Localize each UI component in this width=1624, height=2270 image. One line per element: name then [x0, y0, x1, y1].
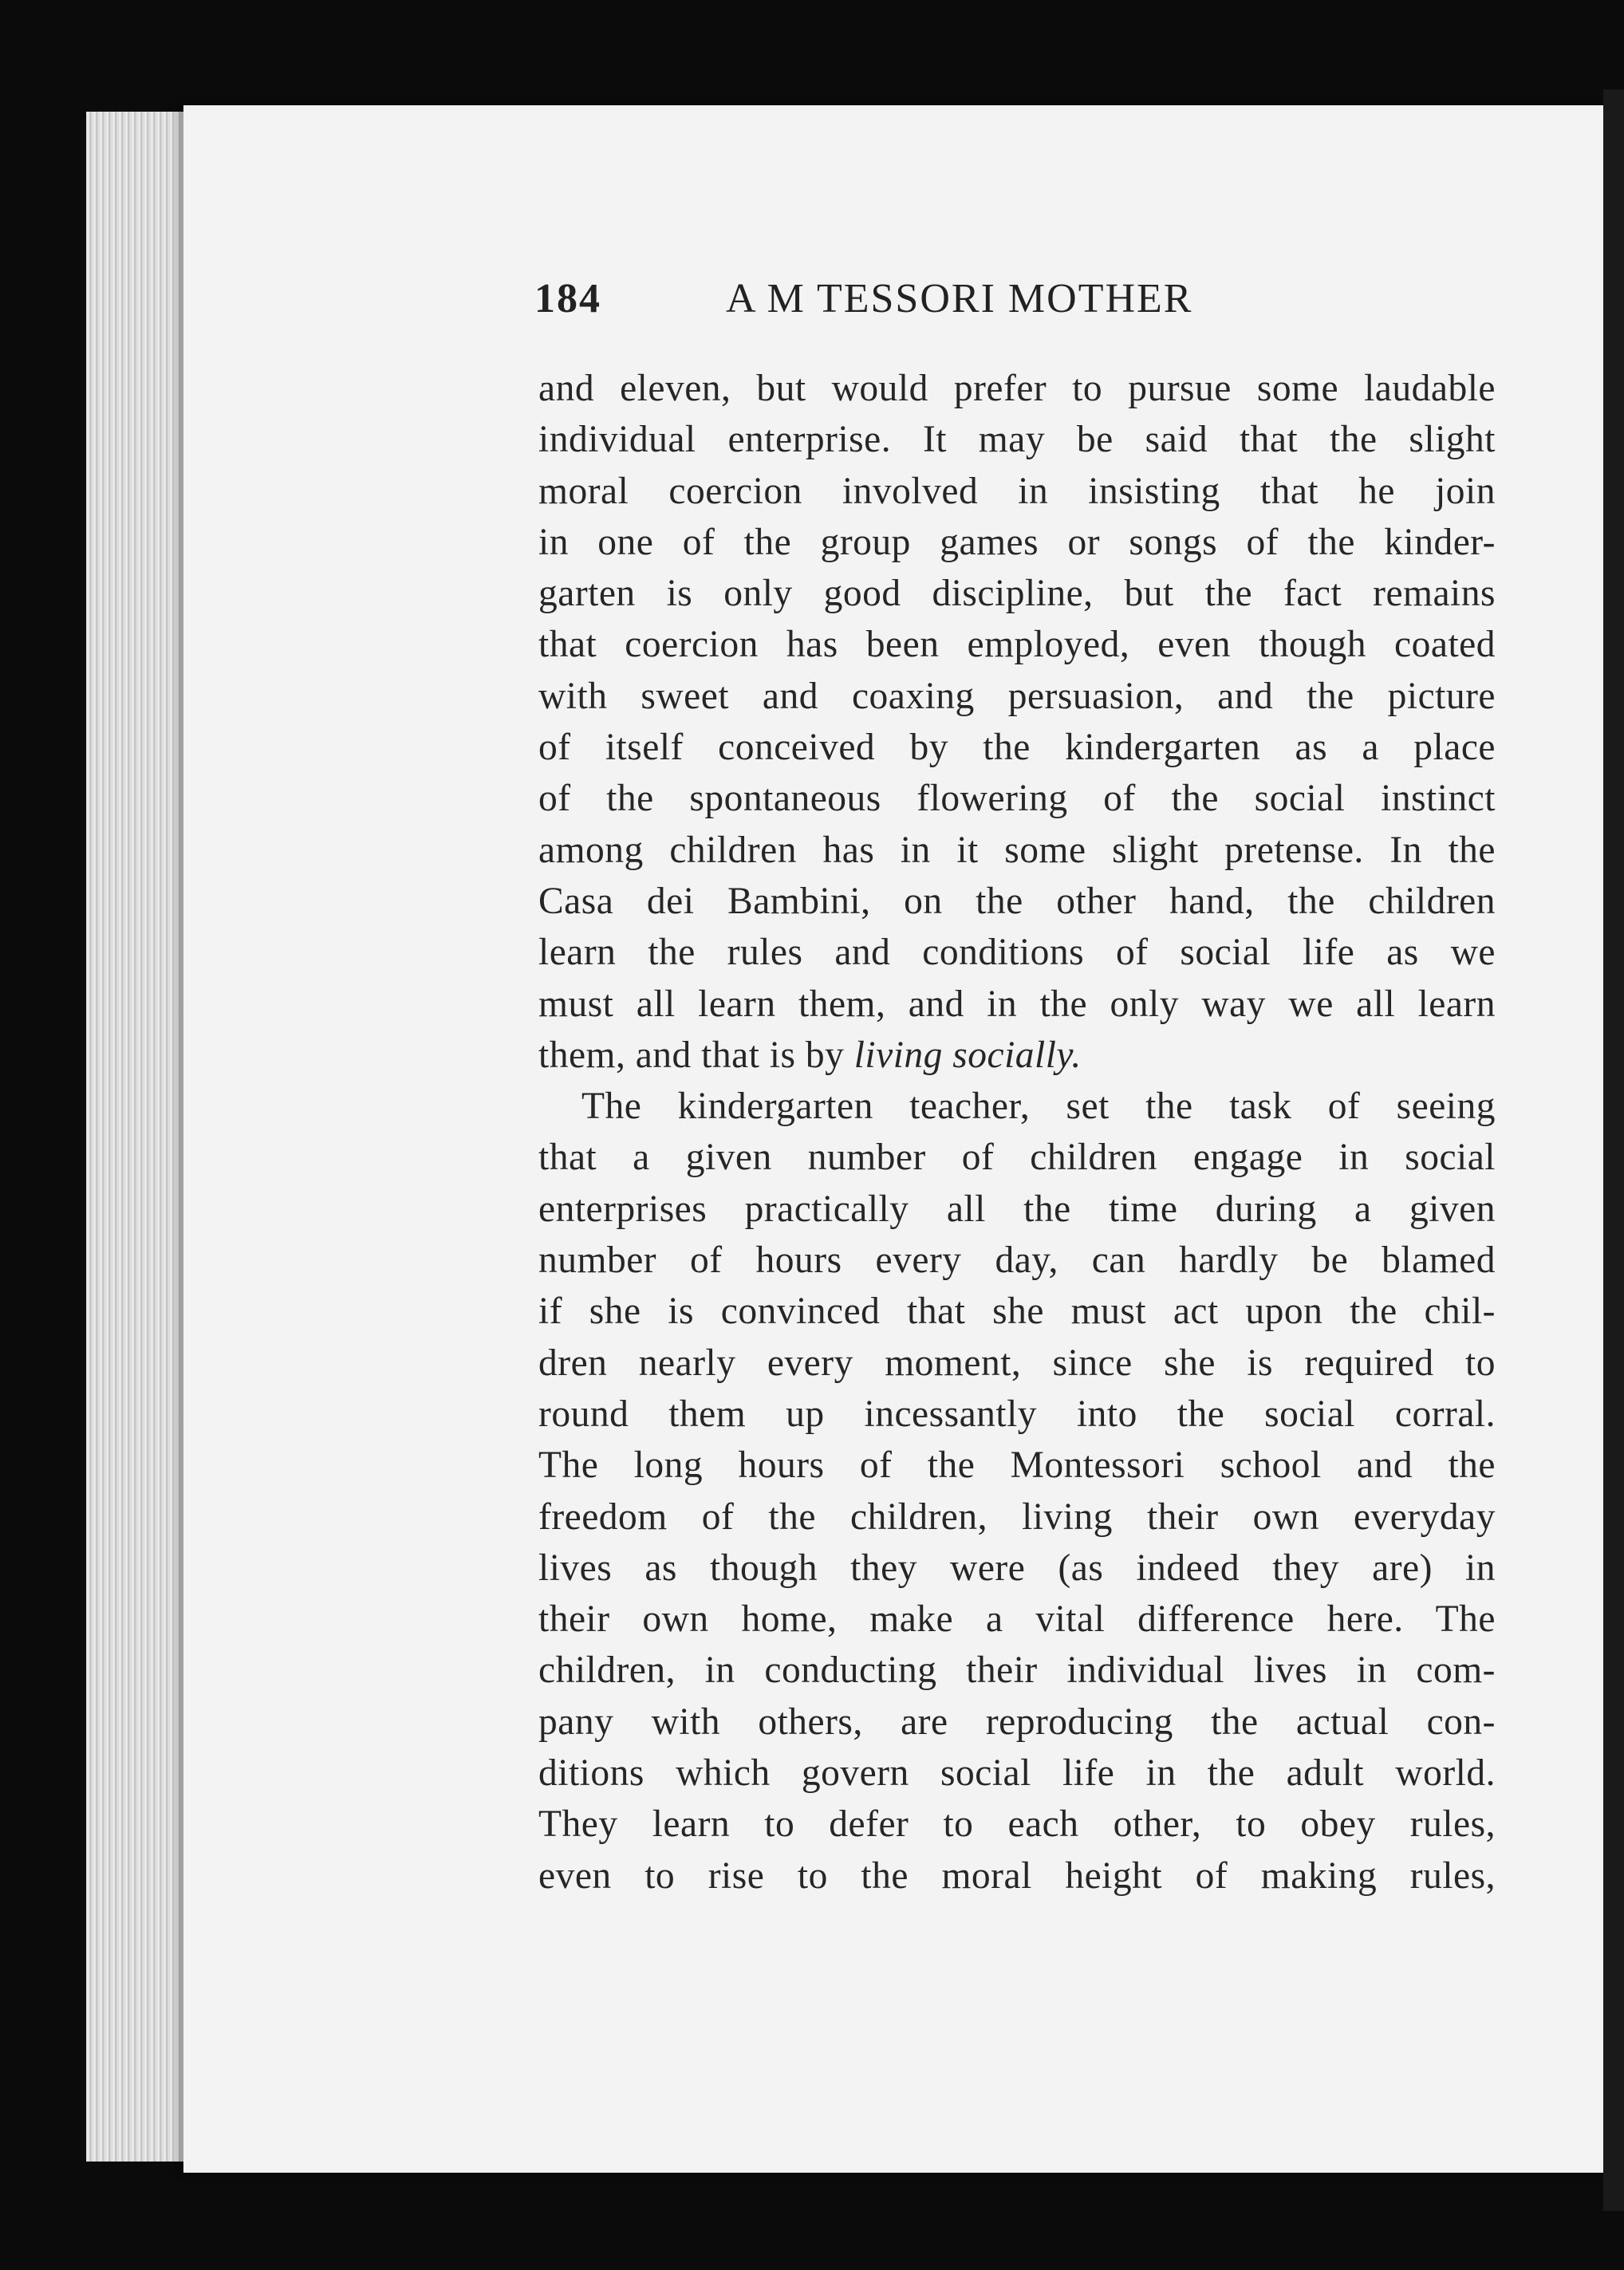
text-line: that coercion has been employed, even though coated — [538, 624, 1496, 666]
text-line: dren nearly every moment, since she is required to — [538, 1342, 1496, 1384]
page-number: 184 — [534, 276, 601, 321]
text-line: individual enterprise. It may be said that the slight — [538, 419, 1496, 461]
text-line: in one of the group games or songs of the kinder- — [538, 521, 1496, 563]
body-text — [538, 363, 1496, 1902]
text-italic: living socially. — [853, 1034, 1082, 1076]
text-line: number of hours every day, can hardly be blamed — [538, 1239, 1496, 1282]
text-line: and eleven, but would prefer to pursue some laudable — [538, 368, 1496, 409]
page-header — [534, 275, 1332, 339]
text-line: pany with others, are reproducing the actual con- — [538, 1701, 1496, 1743]
text-line: children, in conducting their individual lives in com- — [538, 1649, 1496, 1692]
text-line: ditions which govern social life in the adult world. — [538, 1752, 1496, 1795]
text-line: among children has in it some slight pretense. In the — [538, 829, 1496, 871]
text-line: moral coercion involved in insisting that he join — [538, 470, 1496, 512]
text-line: of the spontaneous flowering of the social instinct — [538, 778, 1496, 820]
text-line: lives as though they were (as indeed they are) in — [538, 1547, 1496, 1589]
text-line: Casa dei Bambini, on the other hand, the children — [538, 880, 1496, 922]
text-line: that a given number of children engage in social — [538, 1137, 1496, 1179]
text-line: their own home, make a vital difference here. The — [538, 1598, 1496, 1641]
page-shadow — [1603, 89, 1624, 2211]
paragraph-1 — [538, 363, 1496, 1081]
text-line: learn the rules and conditions of social life as we — [538, 932, 1496, 974]
text-line: The kindergarten teacher, set the task of seeing — [581, 1086, 1496, 1128]
text-line: with sweet and coaxing persuasion, and the picture — [538, 675, 1496, 717]
text-line: The long hours of the Montessori school and the — [538, 1444, 1496, 1487]
text-line: They learn to defer to each other, to obey rules, — [538, 1803, 1496, 1846]
text-line: enterprises practically all the time during a given — [538, 1188, 1496, 1230]
paragraph-2 — [538, 1081, 1496, 1902]
text-line-last — [538, 1030, 1496, 1081]
text-line: freedom of the children, living their own everyday — [538, 1496, 1496, 1538]
text-line: of itself conceived by the kindergarten as a place — [538, 727, 1496, 769]
text-plain: them, and that is by — [538, 1034, 854, 1076]
running-title: A M TESSORI MOTHER — [726, 276, 1193, 321]
text-line: if she is convinced that she must act upon the chil- — [538, 1291, 1496, 1333]
text-line: even to rise to the moral height of making rules, — [538, 1854, 1496, 1897]
text-line: round them up incessantly into the social corral. — [538, 1393, 1496, 1435]
text-line: garten is only good discipline, but the fact remains — [538, 573, 1496, 615]
text-line: must all learn them, and in the only way we all learn — [538, 983, 1496, 1025]
